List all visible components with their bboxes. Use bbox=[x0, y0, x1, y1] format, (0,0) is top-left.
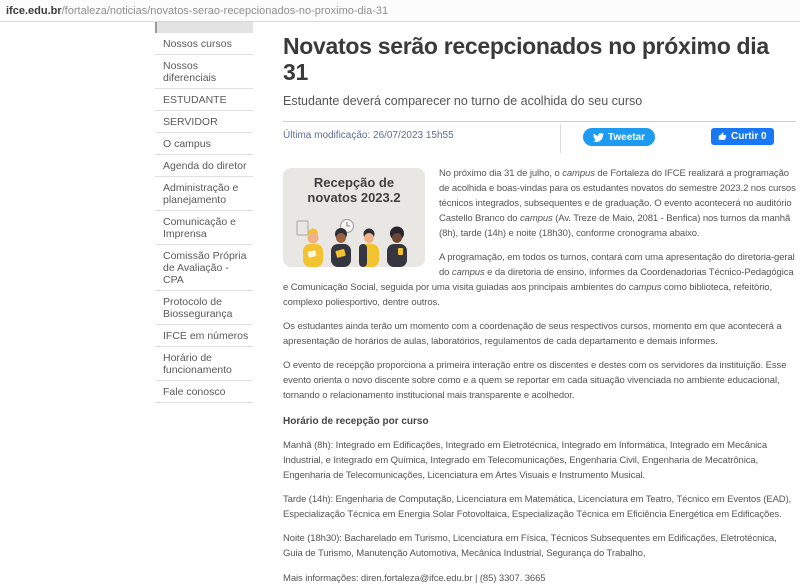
last-modified-text: Última modificação: 26/07/2023 15h55 bbox=[283, 130, 454, 141]
students-illustration bbox=[291, 217, 417, 267]
sidebar-item-cpa[interactable]: Comissão Própria de Avaliação - CPA bbox=[155, 245, 253, 291]
sidebar-item-estudante[interactable]: ESTUDANTE bbox=[155, 89, 253, 111]
sidebar-top-divider bbox=[155, 22, 253, 33]
schedule-afternoon: Tarde (14h): Engenharia de Computação, Licenciatura em Matemática, Licenciatura em Teatro, Técnico em Eventos (EAD), Especialização Técnica em Energia Solar Fotovoltaica, Especialização Técnica em Eficiência Energética em Edificações. bbox=[283, 494, 792, 520]
sidebar-item-agenda-do-diretor[interactable]: Agenda do diretor bbox=[155, 155, 253, 177]
main-content bbox=[283, 22, 796, 584]
page-subtitle: Estudante deverá comparecer no turno de acolhida do seu curso bbox=[283, 94, 643, 108]
schedule-night: Noite (18h30): Bacharelado em Turismo, Licenciatura em Física, Técnicos Subsequentes em Edificações, Eletrotécnica, Guia de Turismo, Manutenção Automotiva, Mecânica Industrial, Segurança do Trabalho, bbox=[283, 533, 777, 559]
article-body bbox=[283, 166, 796, 584]
news-thumbnail bbox=[283, 168, 425, 267]
facebook-like-button[interactable] bbox=[711, 128, 774, 145]
meta-divider bbox=[560, 124, 561, 153]
article-paragraph: No próximo dia 31 de julho, o campus de Fortaleza do IFCE realizará a programação de acolhida e boas-vindas para os estudantes novatos do semestre 2023.2 nos cursos técnicos integrados, subsequentes e de graduação. O evento acontecerá no auditório Castello Branco do campus (Av. Treze de Maio, 2081 - Benfica) nos turnos da manhã (8h), tarde (14h) e noite (18h30), conforme cronograma abaixo. bbox=[439, 168, 796, 239]
article-paragraph: A programação, em todos os turnos, contará com uma apresentação do diretoria-geral do campus e da diretoria de ensino, informes da Coordenadorias Técnico-Pedagógica e Comunicação Social, seguida por uma visita guiadas aos principais ambientes do campus como biblioteca, refeitório, complexo poliesportivo, dentre outros. bbox=[283, 252, 795, 308]
schedule-morning: Manhã (8h): Integrado em Edificações, Integrado em Eletrotécnica, Integrado em Informática, Integrado em Mecânica Industrial, e Integrado em Química, Integrado em Telecomunicações, Engenharia Civil, Engenharia de Mecatrônica, Engenharia de Telecomunicações, Licenciatura em Artes Visuais e Instrumento Musical. bbox=[283, 440, 768, 481]
sidebar-item-servidor[interactable]: SERVIDOR bbox=[155, 111, 253, 133]
contact-info: Mais informações: diren.fortaleza@ifce.edu.br | (85) 3307. 3665 bbox=[283, 573, 546, 584]
tweet-button-label: Tweetar bbox=[608, 131, 646, 143]
page-title: Novatos serão recepcionados no próximo dia 31 bbox=[283, 33, 769, 85]
sidebar-item-ifce-em-numeros[interactable]: IFCE em números bbox=[155, 325, 253, 347]
sidebar-item-fale-conosco[interactable]: Fale conosco bbox=[155, 381, 253, 403]
sidebar-item-nossos-cursos[interactable]: Nossos cursos bbox=[155, 33, 253, 55]
sidebar-item-comunicacao[interactable]: Comunicação e Imprensa bbox=[155, 211, 253, 245]
meta-bar bbox=[283, 121, 796, 154]
sidebar-item-administracao[interactable]: Administração e planejamento bbox=[155, 177, 253, 211]
sidebar-item-biosseguranca[interactable]: Protocolo de Biossegurança bbox=[155, 291, 253, 325]
sidebar-item-horario[interactable]: Horário de funcionamento bbox=[155, 347, 253, 381]
article-paragraph: O evento de recepção proporciona a primeira interação entre os discentes e destes com os servidores da instituição. Esse evento orienta o novo discente sobre como e a quem se reportar em cada situação vivenciada no ambiente educacional, tornando o relacionamento institucional mais transparente e acolhedor. bbox=[283, 360, 787, 401]
sidebar-item-o-campus[interactable]: O campus bbox=[155, 133, 253, 155]
schedule-heading: Horário de recepção por curso bbox=[283, 416, 429, 427]
news-thumbnail-caption: Recepção de novatos 2023.2 bbox=[307, 175, 401, 205]
sidebar-nav bbox=[155, 22, 253, 403]
like-button-label: Curtir 0 bbox=[731, 131, 767, 142]
twitter-bird-icon bbox=[593, 132, 604, 143]
sidebar-item-nossos-diferenciais[interactable]: Nossos diferenciais bbox=[155, 55, 253, 89]
article-paragraph: Os estudantes ainda terão um momento com a coordenação de seus respectivos cursos, momento em que acontecerá a apresentação de horários de aulas, laboratórios, regulamentos de cada departamento e demais informes. bbox=[283, 321, 782, 347]
tweet-button[interactable] bbox=[583, 128, 655, 146]
url-path: /fortaleza/noticias/novatos-serao-recepcionados-no-proximo-dia-31 bbox=[61, 4, 389, 17]
address-bar[interactable] bbox=[0, 0, 800, 22]
url-domain: ifce.edu.br bbox=[6, 4, 62, 17]
thumbs-up-icon bbox=[718, 132, 727, 141]
